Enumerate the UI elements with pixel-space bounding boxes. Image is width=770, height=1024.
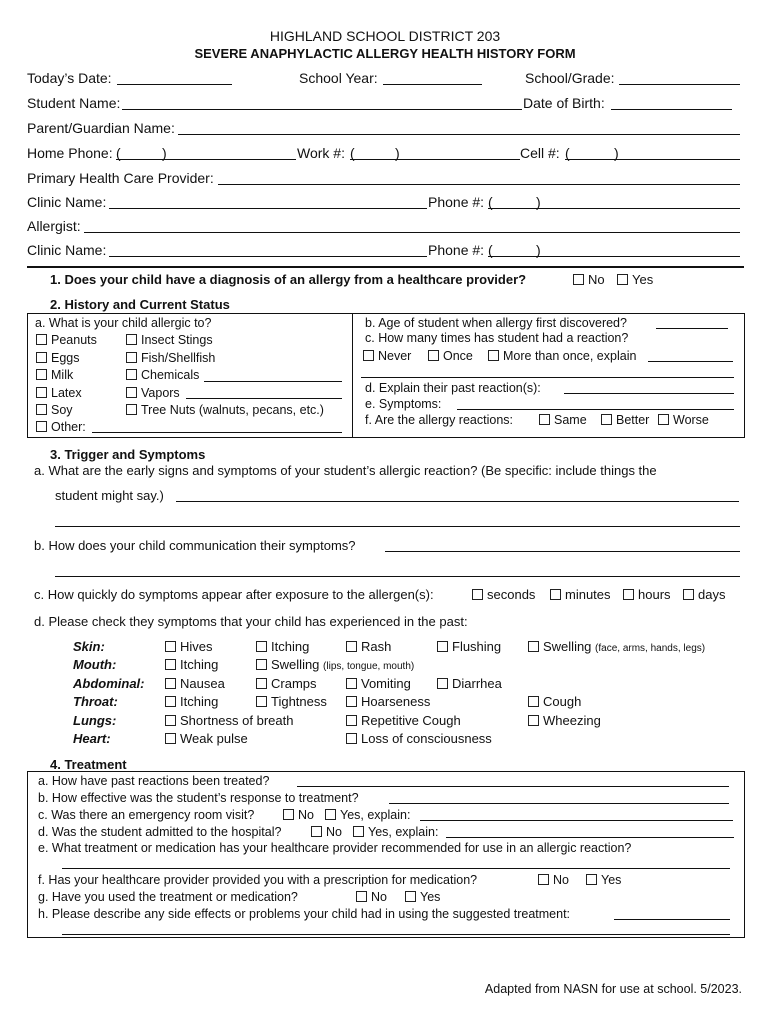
- checkbox-icon[interactable]: [472, 589, 483, 600]
- communication-field[interactable]: [385, 551, 740, 552]
- symptom-label-abdominal: Abdominal:: [73, 676, 145, 691]
- vapors-field[interactable]: [186, 398, 342, 399]
- checkbox-icon[interactable]: [488, 350, 499, 361]
- clinic-phone-field[interactable]: [488, 208, 740, 209]
- clinic-phone-2-area-open: (: [488, 242, 493, 258]
- allergen-other[interactable]: Other:: [36, 420, 86, 434]
- checkbox-icon[interactable]: [346, 696, 357, 707]
- checkbox-icon[interactable]: [36, 421, 47, 432]
- school-grade-field[interactable]: [619, 84, 740, 85]
- s3-a-question: a. What are the early signs and symptoms of your student’s allergic reaction? (Be specific: include things the: [34, 463, 657, 478]
- onset-days[interactable]: days: [683, 587, 725, 602]
- footer-note: Adapted from NASN for use at school. 5/2023.: [484, 982, 742, 996]
- s3-d-question: d. Please check they symptoms that your child has experienced in the past:: [34, 614, 468, 629]
- school-year-label: School Year:: [299, 70, 378, 86]
- checkbox-icon[interactable]: [256, 678, 267, 689]
- allergen-fish-shellfish[interactable]: Fish/Shellfish: [126, 351, 215, 365]
- symptom-label-skin: Skin:: [73, 639, 105, 654]
- checkbox-icon[interactable]: [165, 715, 176, 726]
- checkbox-icon[interactable]: [256, 659, 267, 670]
- s2-b-question: b. Age of student when allergy first discovered?: [365, 316, 627, 330]
- checkbox-icon[interactable]: [126, 334, 137, 345]
- clinic-phone-2-label: Phone #:: [428, 242, 485, 258]
- clinic-phone-area-open: (: [488, 194, 493, 210]
- checkbox-icon[interactable]: [538, 874, 549, 885]
- cell-area-close: ): [614, 145, 619, 161]
- abdominal-diarrhea[interactable]: Diarrhea: [437, 676, 502, 691]
- allergen-milk[interactable]: Milk: [36, 368, 73, 382]
- work-field[interactable]: [350, 159, 520, 160]
- age-discovered-field[interactable]: [656, 328, 728, 329]
- checkbox-icon[interactable]: [256, 696, 267, 707]
- checkbox-icon[interactable]: [126, 404, 137, 415]
- cell-area-open: (: [565, 145, 570, 161]
- home-phone-field[interactable]: [116, 159, 296, 160]
- allergen-soy[interactable]: Soy: [36, 403, 73, 417]
- s4-e-question: e. What treatment or medication has your healthcare provider recommended for use in an allergic reaction?: [38, 841, 632, 855]
- checkbox-icon[interactable]: [126, 369, 137, 380]
- checkbox-icon[interactable]: [165, 659, 176, 670]
- hospital-no[interactable]: No: [311, 825, 342, 839]
- prescription-yes[interactable]: Yes: [586, 873, 621, 887]
- used-treatment-no[interactable]: No: [356, 890, 387, 904]
- allergen-chemicals[interactable]: Chemicals: [126, 368, 199, 382]
- abdominal-vomiting[interactable]: Vomiting: [346, 676, 411, 691]
- er-visit-explain-field[interactable]: [420, 820, 733, 821]
- throat-itching[interactable]: Itching: [165, 694, 218, 709]
- checkbox-icon[interactable]: [126, 352, 137, 363]
- checkbox-icon[interactable]: [586, 874, 597, 885]
- clinic-phone-label: Phone #:: [428, 194, 485, 210]
- reaction-worse[interactable]: Worse: [658, 413, 709, 427]
- recommended-treatment-field[interactable]: [62, 868, 730, 869]
- hospital-yes[interactable]: Yes, explain:: [353, 825, 438, 839]
- side-effects-field-2[interactable]: [62, 934, 730, 935]
- reaction-explain-field[interactable]: [648, 361, 733, 362]
- q1-no[interactable]: No: [573, 272, 605, 287]
- s3-b-question: b. How does your child communication their symptoms?: [34, 538, 356, 553]
- throat-tightness[interactable]: Tightness: [256, 694, 327, 709]
- checkbox-icon[interactable]: [683, 589, 694, 600]
- home-phone-area-close: ): [162, 145, 167, 161]
- onset-hours[interactable]: hours: [623, 587, 671, 602]
- clinic-phone-area-close: ): [536, 194, 541, 210]
- reaction-once[interactable]: Once: [428, 349, 473, 363]
- cell-field[interactable]: [565, 159, 740, 160]
- allergen-eggs[interactable]: Eggs: [36, 351, 80, 365]
- parent-field[interactable]: [178, 134, 740, 135]
- s4-d-question: d. Was the student admitted to the hospital?: [38, 825, 282, 839]
- early-signs-field-2[interactable]: [55, 526, 740, 527]
- hospital-explain-field[interactable]: [446, 837, 734, 838]
- checkbox-icon[interactable]: [126, 387, 137, 398]
- work-area-close: ): [395, 145, 400, 161]
- er-visit-yes[interactable]: Yes, explain:: [325, 808, 410, 822]
- reaction-more[interactable]: More than once, explain: [488, 349, 636, 363]
- skin-itching[interactable]: Itching: [256, 639, 309, 654]
- symptom-label-mouth: Mouth:: [73, 657, 117, 672]
- allergen-tree-nuts[interactable]: Tree Nuts (walnuts, pecans, etc.): [126, 403, 324, 417]
- clinic-name-label: Clinic Name:: [27, 194, 107, 210]
- checkbox-icon[interactable]: [283, 809, 294, 820]
- section-divider: [27, 266, 744, 268]
- checkbox-icon[interactable]: [363, 350, 374, 361]
- s4-c-question: c. Was there an emergency room visit?: [38, 808, 255, 822]
- checkbox-icon[interactable]: [550, 589, 561, 600]
- student-name-field[interactable]: [122, 109, 522, 110]
- checkbox-icon[interactable]: [573, 274, 584, 285]
- q1-text: 1. Does your child have a diagnosis of an allergy from a healthcare provider?: [50, 272, 527, 287]
- checkbox-icon[interactable]: [658, 414, 669, 425]
- checkbox-icon[interactable]: [256, 641, 267, 652]
- checkbox-icon[interactable]: [346, 678, 357, 689]
- checkbox-icon[interactable]: [346, 715, 357, 726]
- checkbox-icon[interactable]: [405, 891, 416, 902]
- work-label: Work #:: [297, 145, 345, 161]
- form-title: SEVERE ANAPHYLACTIC ALLERGY HEALTH HISTORY FORM: [194, 46, 576, 61]
- dob-label: Date of Birth:: [523, 95, 605, 111]
- skin-flushing[interactable]: Flushing: [437, 639, 501, 654]
- checkbox-icon[interactable]: [346, 641, 357, 652]
- lungs-shortness-of-breath[interactable]: Shortness of breath: [165, 713, 293, 728]
- primary-provider-label: Primary Health Care Provider:: [27, 170, 214, 186]
- reaction-same[interactable]: Same: [539, 413, 587, 427]
- skin-rash[interactable]: Rash: [346, 639, 391, 654]
- work-area-open: (: [350, 145, 355, 161]
- checkbox-icon[interactable]: [36, 387, 47, 398]
- allergen-vapors[interactable]: Vapors: [126, 386, 180, 400]
- onset-seconds[interactable]: seconds: [472, 587, 535, 602]
- checkbox-icon[interactable]: [165, 733, 176, 744]
- q1-yes[interactable]: Yes: [617, 272, 653, 287]
- student-name-label: Student Name:: [27, 95, 121, 111]
- section-4-title: 4. Treatment: [50, 757, 127, 772]
- s3-a-question-cont: student might say.): [55, 488, 164, 503]
- allergen-other-field[interactable]: [92, 432, 342, 433]
- s2-d-question: d. Explain their past reaction(s):: [365, 381, 541, 395]
- s4-a-question: a. How have past reactions been treated?: [38, 774, 270, 788]
- checkbox-icon[interactable]: [36, 404, 47, 415]
- s2-f-question: f. Are the allergy reactions:: [365, 413, 513, 427]
- checkbox-icon[interactable]: [356, 891, 367, 902]
- section-2-title: 2. History and Current Status: [50, 297, 230, 312]
- allergist-field[interactable]: [84, 232, 740, 233]
- side-effects-field[interactable]: [614, 919, 730, 920]
- er-visit-no[interactable]: No: [283, 808, 314, 822]
- reaction-explain-field-2[interactable]: [361, 377, 734, 378]
- abdominal-cramps[interactable]: Cramps: [256, 676, 317, 691]
- todays-date-label: Today’s Date:: [27, 70, 112, 86]
- symptoms-field[interactable]: [457, 409, 734, 410]
- checkbox-icon[interactable]: [617, 274, 628, 285]
- symptom-label-throat: Throat:: [73, 694, 118, 709]
- s4-h-question: h. Please describe any side effects or problems your child had in using the suggested treatment:: [38, 907, 571, 921]
- early-signs-field[interactable]: [176, 501, 739, 502]
- checkbox-icon[interactable]: [601, 414, 612, 425]
- checkbox-icon[interactable]: [528, 641, 539, 652]
- communication-field-2[interactable]: [55, 576, 740, 577]
- chemicals-field[interactable]: [204, 381, 342, 382]
- past-treatment-field[interactable]: [297, 786, 729, 787]
- checkbox-icon[interactable]: [311, 826, 322, 837]
- cell-label: Cell #:: [520, 145, 560, 161]
- s2-e-question: e. Symptoms:: [365, 397, 442, 411]
- checkbox-icon[interactable]: [346, 733, 357, 744]
- treatment-effectiveness-field[interactable]: [389, 803, 729, 804]
- checkbox-icon[interactable]: [36, 369, 47, 380]
- allergen-peanuts[interactable]: Peanuts: [36, 333, 97, 347]
- mouth-itching[interactable]: Itching: [165, 657, 218, 672]
- clinic-phone-2-area-close: ): [536, 242, 541, 258]
- checkbox-icon[interactable]: [437, 641, 448, 652]
- clinic-name-2-field[interactable]: [109, 256, 427, 257]
- primary-provider-field[interactable]: [218, 184, 740, 185]
- clinic-name-field[interactable]: [109, 208, 427, 209]
- checkbox-icon[interactable]: [325, 809, 336, 820]
- prescription-no[interactable]: No: [538, 873, 569, 887]
- s4-b-question: b. How effective was the student’s response to treatment?: [38, 791, 359, 805]
- checkbox-icon[interactable]: [428, 350, 439, 361]
- checkbox-icon[interactable]: [539, 414, 550, 425]
- reaction-never[interactable]: Never: [363, 349, 411, 363]
- checkbox-icon[interactable]: [528, 696, 539, 707]
- checkbox-icon[interactable]: [437, 678, 448, 689]
- section-2-divider: [352, 313, 353, 437]
- checkbox-icon[interactable]: [528, 715, 539, 726]
- allergen-latex[interactable]: Latex: [36, 386, 82, 400]
- checkbox-icon[interactable]: [623, 589, 634, 600]
- throat-hoarseness[interactable]: Hoarseness: [346, 694, 430, 709]
- mouth-swelling[interactable]: Swelling (lips, tongue, mouth): [256, 657, 414, 672]
- home-phone-area-open: (: [116, 145, 121, 161]
- s4-f-question: f. Has your healthcare provider provided you with a prescription for medication?: [38, 873, 478, 887]
- onset-minutes[interactable]: minutes: [550, 587, 611, 602]
- skin-hives[interactable]: Hives: [165, 639, 213, 654]
- lungs-repetitive-cough[interactable]: Repetitive Cough: [346, 713, 461, 728]
- checkbox-icon[interactable]: [36, 352, 47, 363]
- abdominal-nausea[interactable]: Nausea: [165, 676, 225, 691]
- lungs-wheezing[interactable]: Wheezing: [528, 713, 601, 728]
- heart-weak-pulse[interactable]: Weak pulse: [165, 731, 248, 746]
- symptom-label-heart: Heart:: [73, 731, 111, 746]
- s4-g-question: g. Have you used the treatment or medication?: [38, 890, 298, 904]
- allergen-insect-stings[interactable]: Insect Stings: [126, 333, 213, 347]
- clinic-phone-2-field[interactable]: [488, 256, 740, 257]
- school-grade-label: School/Grade:: [525, 70, 615, 86]
- checkbox-icon[interactable]: [353, 826, 364, 837]
- symptom-label-lungs: Lungs:: [73, 713, 117, 728]
- district-name: HIGHLAND SCHOOL DISTRICT 203: [269, 28, 501, 44]
- s2-c-question: c. How many times has student had a reaction?: [365, 331, 629, 345]
- skin-swelling[interactable]: Swelling (face, arms, hands, legs): [528, 639, 705, 654]
- throat-cough[interactable]: Cough: [528, 694, 581, 709]
- s3-c-question: c. How quickly do symptoms appear after exposure to the allergen(s):: [34, 587, 434, 602]
- parent-label: Parent/Guardian Name:: [27, 120, 175, 136]
- checkbox-icon[interactable]: [165, 678, 176, 689]
- reaction-better[interactable]: Better: [601, 413, 649, 427]
- todays-date-field[interactable]: [117, 84, 232, 85]
- checkbox-icon[interactable]: [165, 696, 176, 707]
- allergist-label: Allergist:: [27, 218, 81, 234]
- used-treatment-yes[interactable]: Yes: [405, 890, 440, 904]
- school-year-field[interactable]: [383, 84, 482, 85]
- section-3-title: 3. Trigger and Symptoms: [50, 447, 206, 462]
- s2-a-question: a. What is your child allergic to?: [35, 316, 212, 330]
- heart-loss-of-consciousness[interactable]: Loss of consciousness: [346, 731, 492, 746]
- dob-field[interactable]: [611, 109, 732, 110]
- clinic-name-2-label: Clinic Name:: [27, 242, 107, 258]
- home-phone-label: Home Phone:: [27, 145, 113, 161]
- checkbox-icon[interactable]: [36, 334, 47, 345]
- past-reaction-field[interactable]: [564, 393, 734, 394]
- checkbox-icon[interactable]: [165, 641, 176, 652]
